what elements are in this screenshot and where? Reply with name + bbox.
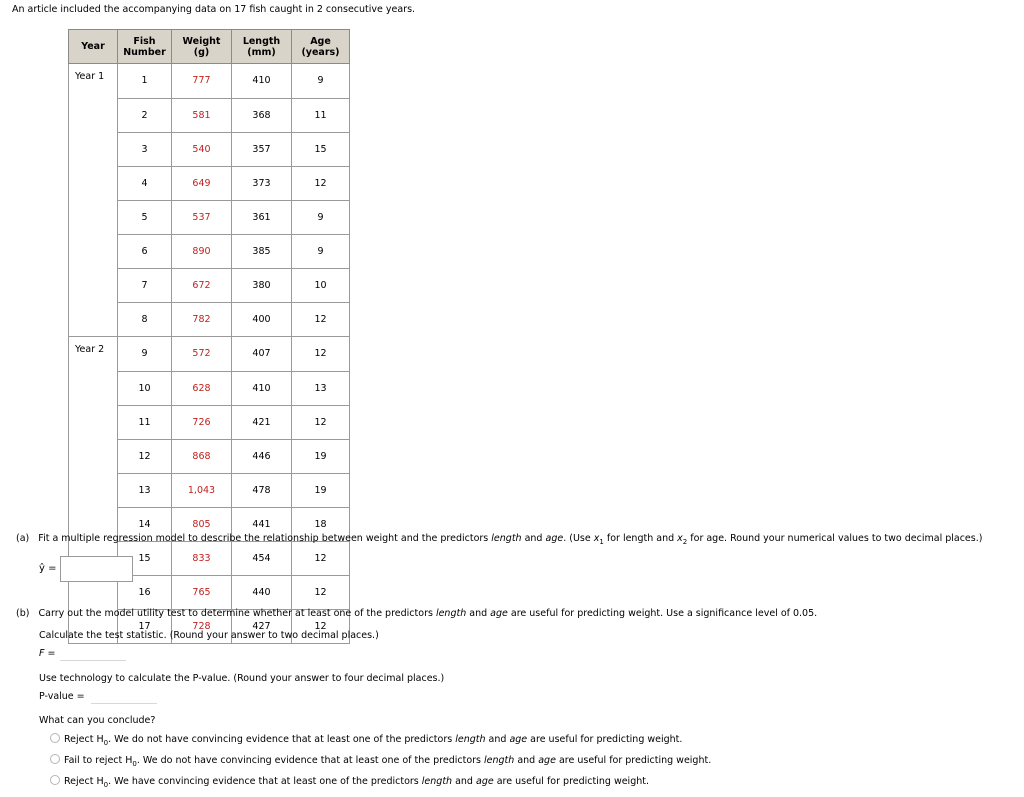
table-row xyxy=(69,439,350,473)
option-text: . We do not have convincing evidence that at least one of the predictors xyxy=(136,755,481,766)
weight-cell: 572 xyxy=(172,337,232,372)
weight-cell: 890 xyxy=(172,234,232,268)
option-word-1: length xyxy=(421,776,453,787)
length-cell: 368 xyxy=(232,98,292,132)
fish-number-cell: 10 xyxy=(118,371,172,405)
fish-number-cell: 8 xyxy=(118,302,172,337)
table-row xyxy=(69,473,350,507)
age-cell: 9 xyxy=(292,64,350,99)
length-cell: 357 xyxy=(232,132,292,166)
table-row xyxy=(69,234,350,268)
table-row xyxy=(69,302,350,337)
fish-number-cell: 7 xyxy=(118,268,172,302)
table-row xyxy=(69,98,350,132)
option-word-1: length xyxy=(484,755,515,766)
fish-number-cell: 15 xyxy=(118,541,172,575)
weight-cell: 805 xyxy=(172,507,232,541)
radio-button[interactable] xyxy=(50,754,60,764)
age-cell: 12 xyxy=(292,575,350,609)
length-cell: 478 xyxy=(232,473,292,507)
f-label: F = xyxy=(39,648,56,659)
conclusion-option[interactable] xyxy=(50,733,682,747)
length-cell: 427 xyxy=(232,609,292,644)
fish-number-cell: 3 xyxy=(118,132,172,166)
header-age: Age (years) xyxy=(292,30,350,64)
table-row xyxy=(69,268,350,302)
year-cell xyxy=(69,371,118,405)
table-row xyxy=(69,64,350,99)
length-cell: 446 xyxy=(232,439,292,473)
fish-number-cell: 9 xyxy=(118,337,172,372)
weight-cell: 726 xyxy=(172,405,232,439)
weight-cell: 649 xyxy=(172,166,232,200)
option-sub: 0 xyxy=(103,738,109,747)
year-cell xyxy=(69,473,118,507)
option-end: are useful for predicting weight. xyxy=(530,734,683,745)
weight-cell: 628 xyxy=(172,371,232,405)
part-b-question: (b) Carry out the model utility test to determine whether at least one of the predictors length and age are useful for predicting weight. Use a significance level of 0.05. xyxy=(16,608,818,619)
weight-cell: 1,043 xyxy=(172,473,232,507)
weight-cell: 777 xyxy=(172,64,232,99)
yhat-input[interactable] xyxy=(60,556,133,582)
year-cell xyxy=(69,234,118,268)
age-cell: 12 xyxy=(292,302,350,337)
year-cell xyxy=(69,405,118,439)
header-weight: Weight (g) xyxy=(172,30,232,64)
weight-cell: 765 xyxy=(172,575,232,609)
option-prefix: Reject H xyxy=(64,734,104,745)
age-cell: 10 xyxy=(292,268,350,302)
fish-number-cell: 16 xyxy=(118,575,172,609)
fish-number-cell: 13 xyxy=(118,473,172,507)
option-end: are useful for predicting weight. xyxy=(496,776,649,787)
age-cell: 12 xyxy=(292,405,350,439)
part-a-question: (a) Fit a multiple regression model to describe the relationship between weight and the predictors length and age. (Use $x_1$ for length and $x_2$ for age. Round your numerical values to two decimal places.) xyxy=(16,533,983,546)
conclude-prompt: What can you conclude? xyxy=(39,715,156,726)
age-cell: 12 xyxy=(292,166,350,200)
option-mid: and xyxy=(488,734,507,745)
radio-button[interactable] xyxy=(50,733,60,743)
age-cell: 9 xyxy=(292,200,350,234)
year-cell xyxy=(69,132,118,166)
length-cell: 380 xyxy=(232,268,292,302)
f-statistic-input[interactable] xyxy=(60,648,126,661)
age-cell: 9 xyxy=(292,234,350,268)
age-cell: 12 xyxy=(292,609,350,644)
length-cell: 421 xyxy=(232,405,292,439)
weight-cell: 728 xyxy=(172,609,232,644)
conclusion-option[interactable] xyxy=(50,775,649,789)
fish-number-cell: 1 xyxy=(118,64,172,99)
yhat-label: ŷ = xyxy=(39,563,57,574)
length-cell: 361 xyxy=(232,200,292,234)
age-cell: 18 xyxy=(292,507,350,541)
option-text: . We do not have convincing evidence that at least one of the predictors xyxy=(108,734,453,745)
weight-cell: 540 xyxy=(172,132,232,166)
option-mid: and xyxy=(455,776,473,787)
table-row xyxy=(69,166,350,200)
age-cell: 12 xyxy=(292,541,350,575)
pvalue-input[interactable] xyxy=(91,691,157,704)
option-word-2: age xyxy=(476,776,494,787)
fish-number-cell: 5 xyxy=(118,200,172,234)
radio-button[interactable] xyxy=(50,775,60,785)
length-cell: 410 xyxy=(232,371,292,405)
option-sub: 0 xyxy=(132,759,137,768)
fish-number-cell: 14 xyxy=(118,507,172,541)
fish-number-cell: 11 xyxy=(118,405,172,439)
table-header-row xyxy=(69,30,350,64)
year-cell xyxy=(69,200,118,234)
table-row xyxy=(69,371,350,405)
header-fish-number: Fish Number xyxy=(118,30,172,64)
table-row xyxy=(69,132,350,166)
table-row xyxy=(69,405,350,439)
fish-data-table xyxy=(68,29,350,644)
length-cell: 373 xyxy=(232,166,292,200)
calc-instruction: Calculate the test statistic. (Round your answer to two decimal places.) xyxy=(39,630,379,641)
intro-text: An article included the accompanying data on 17 fish caught in 2 consecutive years. xyxy=(12,4,416,15)
option-word-2: age xyxy=(538,755,556,766)
weight-cell: 782 xyxy=(172,302,232,337)
length-cell: 385 xyxy=(232,234,292,268)
option-word-1: length xyxy=(455,734,486,745)
length-cell: 410 xyxy=(232,64,292,99)
fish-number-cell: 2 xyxy=(118,98,172,132)
year-cell xyxy=(69,166,118,200)
option-prefix: Reject H xyxy=(64,776,104,787)
option-mid: and xyxy=(517,755,536,766)
age-cell: 13 xyxy=(292,371,350,405)
year-cell xyxy=(69,439,118,473)
year-cell: Year 2 xyxy=(69,337,118,372)
age-cell: 19 xyxy=(292,473,350,507)
weight-cell: 868 xyxy=(172,439,232,473)
fish-number-cell: 12 xyxy=(118,439,172,473)
option-end: are useful for predicting weight. xyxy=(558,755,712,766)
weight-cell: 672 xyxy=(172,268,232,302)
year-cell: Year 1 xyxy=(69,64,118,99)
length-cell: 440 xyxy=(232,575,292,609)
weight-cell: 581 xyxy=(172,98,232,132)
option-sub: 0 xyxy=(103,780,109,789)
age-cell: 15 xyxy=(292,132,350,166)
fish-number-cell: 4 xyxy=(118,166,172,200)
fish-number-cell: 6 xyxy=(118,234,172,268)
option-word-2: age xyxy=(509,734,528,745)
pvalue-label: P-value = xyxy=(39,691,85,702)
weight-cell: 537 xyxy=(172,200,232,234)
age-cell: 19 xyxy=(292,439,350,473)
length-cell: 407 xyxy=(232,337,292,372)
length-cell: 400 xyxy=(232,302,292,337)
conclusion-option[interactable] xyxy=(50,754,711,768)
age-cell: 12 xyxy=(292,337,350,372)
header-year: Year xyxy=(69,30,118,64)
pvalue-instruction: Use technology to calculate the P-value. (Round your answer to four decimal places.) xyxy=(39,673,445,684)
fish-number-cell: 17 xyxy=(118,609,172,644)
weight-cell: 833 xyxy=(172,541,232,575)
option-prefix: Fail to reject H xyxy=(64,755,133,766)
option-text: . We have convincing evidence that at least one of the predictors xyxy=(108,776,419,787)
length-cell: 441 xyxy=(232,507,292,541)
table-row xyxy=(69,200,350,234)
year-cell xyxy=(69,302,118,337)
year-cell xyxy=(69,98,118,132)
header-length: Length (mm) xyxy=(232,30,292,64)
length-cell: 454 xyxy=(232,541,292,575)
table-row xyxy=(69,337,350,372)
age-cell: 11 xyxy=(292,98,350,132)
year-cell xyxy=(69,268,118,302)
